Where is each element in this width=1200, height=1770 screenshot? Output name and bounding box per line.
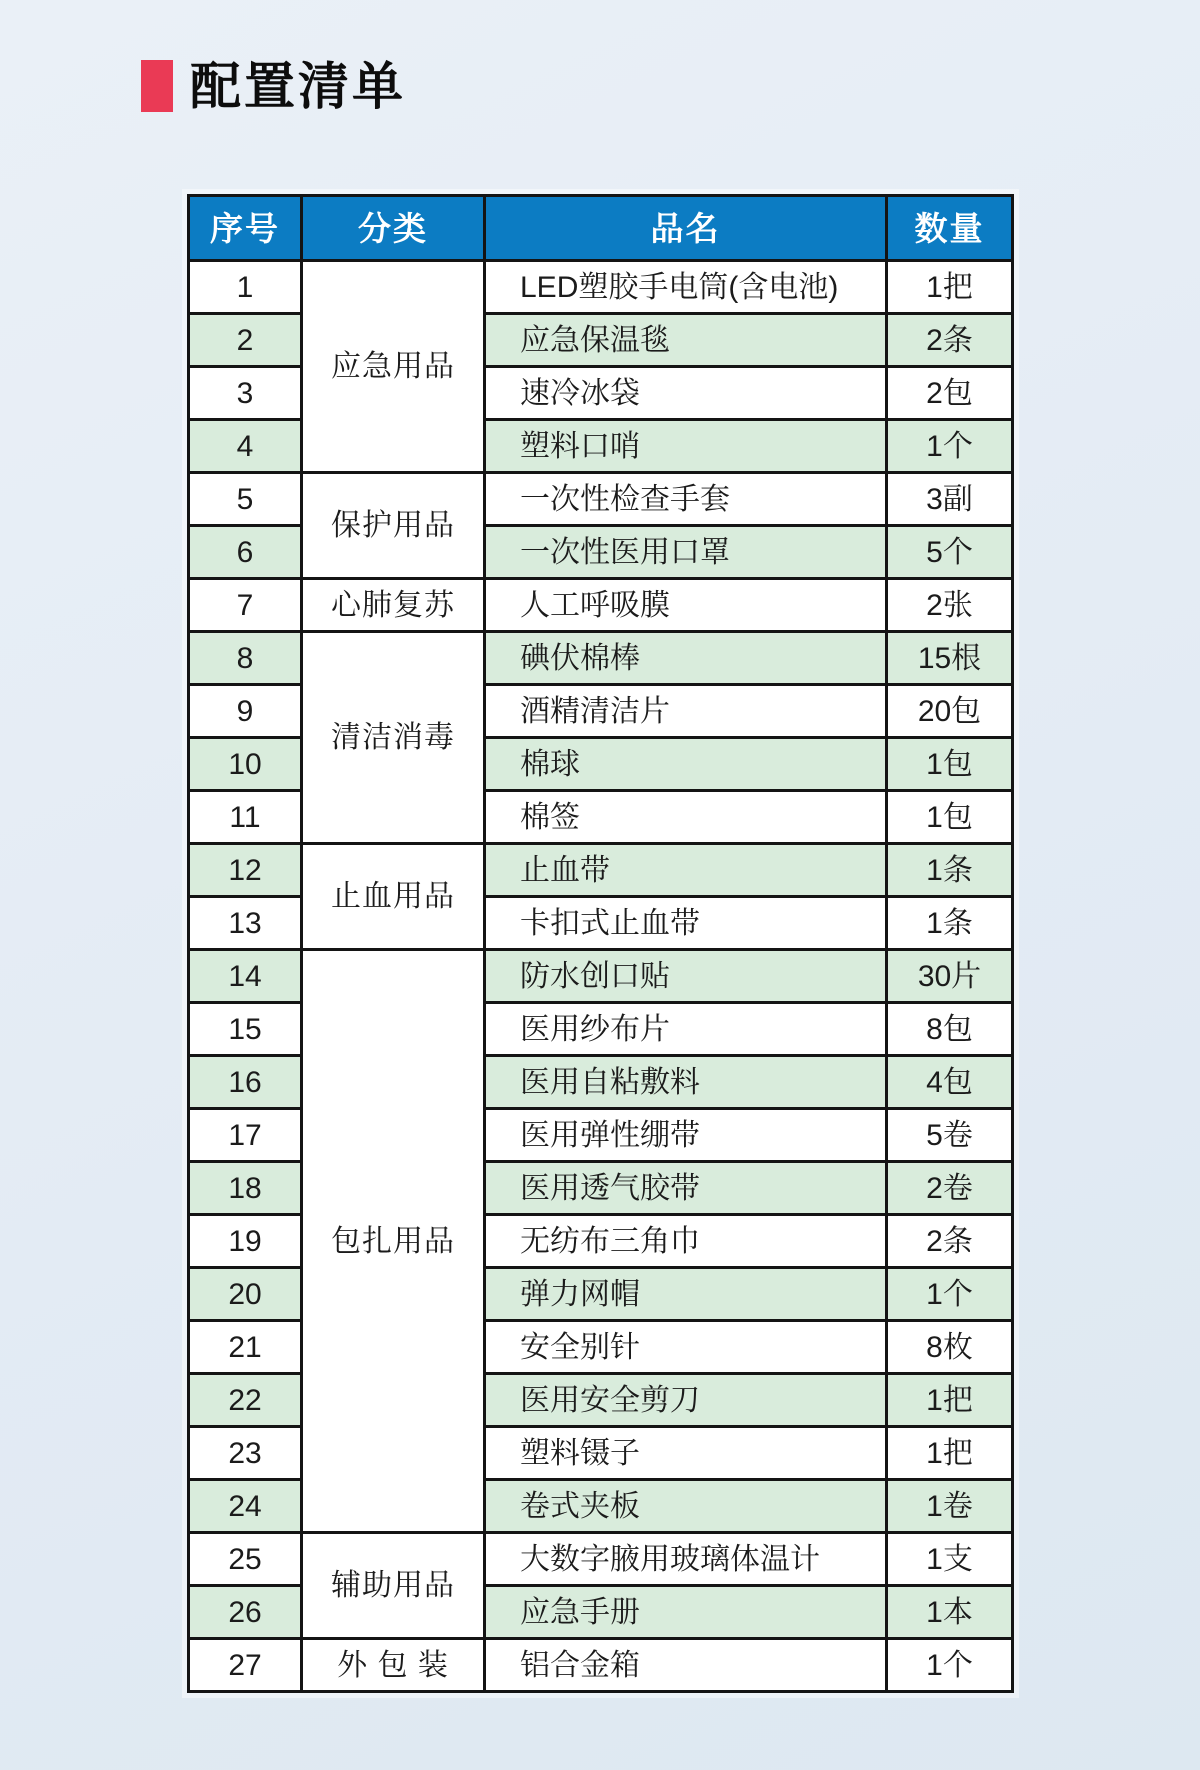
quantity-cell: 2张 bbox=[887, 579, 1013, 632]
row-number-cell: 19 bbox=[189, 1215, 302, 1268]
quantity-cell: 1个 bbox=[887, 420, 1013, 473]
row-number-cell: 20 bbox=[189, 1268, 302, 1321]
item-name-cell: 速冷冰袋 bbox=[485, 367, 887, 420]
page-title: 配置清单 bbox=[190, 57, 407, 115]
table-row bbox=[189, 950, 1013, 1003]
quantity-cell: 2包 bbox=[887, 367, 1013, 420]
quantity-cell: 15根 bbox=[887, 632, 1013, 685]
quantity-cell: 2卷 bbox=[887, 1162, 1013, 1215]
item-name-cell: LED塑胶手电筒(含电池) bbox=[485, 261, 887, 314]
item-name-cell: 无纺布三角巾 bbox=[485, 1215, 887, 1268]
quantity-cell: 1包 bbox=[887, 791, 1013, 844]
quantity-cell: 5个 bbox=[887, 526, 1013, 579]
row-number-cell: 5 bbox=[189, 473, 302, 526]
item-name-cell: 应急手册 bbox=[485, 1586, 887, 1639]
item-name-cell: 应急保温毯 bbox=[485, 314, 887, 367]
category-cell: 清洁消毒 bbox=[302, 632, 485, 844]
quantity-cell: 1条 bbox=[887, 897, 1013, 950]
quantity-cell: 8枚 bbox=[887, 1321, 1013, 1374]
item-name-cell: 卡扣式止血带 bbox=[485, 897, 887, 950]
category-cell: 应急用品 bbox=[302, 261, 485, 473]
row-number-cell: 6 bbox=[189, 526, 302, 579]
quantity-cell: 30片 bbox=[887, 950, 1013, 1003]
row-number-cell: 2 bbox=[189, 314, 302, 367]
quantity-cell: 1个 bbox=[887, 1268, 1013, 1321]
header-cell-category: 分类 bbox=[302, 196, 485, 261]
quantity-cell: 1包 bbox=[887, 738, 1013, 791]
inventory-table-body bbox=[189, 261, 1013, 1692]
table-row bbox=[189, 1533, 1013, 1586]
category-cell: 外 包 装 bbox=[302, 1639, 485, 1692]
row-number-cell: 26 bbox=[189, 1586, 302, 1639]
table-header-row bbox=[189, 196, 1013, 261]
row-number-cell: 21 bbox=[189, 1321, 302, 1374]
inventory-table bbox=[187, 194, 1014, 1693]
table-row bbox=[189, 473, 1013, 526]
item-name-cell: 铝合金箱 bbox=[485, 1639, 887, 1692]
row-number-cell: 14 bbox=[189, 950, 302, 1003]
item-name-cell: 医用安全剪刀 bbox=[485, 1374, 887, 1427]
row-number-cell: 10 bbox=[189, 738, 302, 791]
item-name-cell: 一次性医用口罩 bbox=[485, 526, 887, 579]
category-cell: 包扎用品 bbox=[302, 950, 485, 1533]
quantity-cell: 8包 bbox=[887, 1003, 1013, 1056]
quantity-cell: 1支 bbox=[887, 1533, 1013, 1586]
table-row bbox=[189, 844, 1013, 897]
row-number-cell: 9 bbox=[189, 685, 302, 738]
quantity-cell: 1本 bbox=[887, 1586, 1013, 1639]
row-number-cell: 23 bbox=[189, 1427, 302, 1480]
item-name-cell: 棉球 bbox=[485, 738, 887, 791]
item-name-cell: 大数字腋用玻璃体温计 bbox=[485, 1533, 887, 1586]
item-name-cell: 安全别针 bbox=[485, 1321, 887, 1374]
table-row bbox=[189, 632, 1013, 685]
quantity-cell: 4包 bbox=[887, 1056, 1013, 1109]
quantity-cell: 1条 bbox=[887, 844, 1013, 897]
row-number-cell: 27 bbox=[189, 1639, 302, 1692]
item-name-cell: 止血带 bbox=[485, 844, 887, 897]
row-number-cell: 15 bbox=[189, 1003, 302, 1056]
header-cell-name: 品名 bbox=[485, 196, 887, 261]
title-accent-bar-icon bbox=[141, 60, 173, 112]
item-name-cell: 卷式夹板 bbox=[485, 1480, 887, 1533]
row-number-cell: 22 bbox=[189, 1374, 302, 1427]
row-number-cell: 11 bbox=[189, 791, 302, 844]
item-name-cell: 弹力网帽 bbox=[485, 1268, 887, 1321]
row-number-cell: 18 bbox=[189, 1162, 302, 1215]
quantity-cell: 1把 bbox=[887, 1427, 1013, 1480]
item-name-cell: 医用弹性绷带 bbox=[485, 1109, 887, 1162]
quantity-cell: 1个 bbox=[887, 1639, 1013, 1692]
quantity-cell: 20包 bbox=[887, 685, 1013, 738]
table-row bbox=[189, 1639, 1013, 1692]
item-name-cell: 医用纱布片 bbox=[485, 1003, 887, 1056]
category-cell: 止血用品 bbox=[302, 844, 485, 950]
row-number-cell: 8 bbox=[189, 632, 302, 685]
item-name-cell: 碘伏棉棒 bbox=[485, 632, 887, 685]
row-number-cell: 25 bbox=[189, 1533, 302, 1586]
row-number-cell: 3 bbox=[189, 367, 302, 420]
item-name-cell: 塑料镊子 bbox=[485, 1427, 887, 1480]
row-number-cell: 17 bbox=[189, 1109, 302, 1162]
category-cell: 保护用品 bbox=[302, 473, 485, 579]
quantity-cell: 3副 bbox=[887, 473, 1013, 526]
header-cell-number: 序号 bbox=[189, 196, 302, 261]
row-number-cell: 7 bbox=[189, 579, 302, 632]
quantity-cell: 2条 bbox=[887, 314, 1013, 367]
row-number-cell: 12 bbox=[189, 844, 302, 897]
row-number-cell: 1 bbox=[189, 261, 302, 314]
category-cell: 心肺复苏 bbox=[302, 579, 485, 632]
table-row bbox=[189, 261, 1013, 314]
item-name-cell: 医用自粘敷料 bbox=[485, 1056, 887, 1109]
quantity-cell: 1把 bbox=[887, 261, 1013, 314]
item-name-cell: 防水创口贴 bbox=[485, 950, 887, 1003]
quantity-cell: 2条 bbox=[887, 1215, 1013, 1268]
category-cell: 辅助用品 bbox=[302, 1533, 485, 1639]
quantity-cell: 5卷 bbox=[887, 1109, 1013, 1162]
item-name-cell: 人工呼吸膜 bbox=[485, 579, 887, 632]
item-name-cell: 酒精清洁片 bbox=[485, 685, 887, 738]
item-name-cell: 棉签 bbox=[485, 791, 887, 844]
row-number-cell: 16 bbox=[189, 1056, 302, 1109]
row-number-cell: 13 bbox=[189, 897, 302, 950]
header-cell-quantity: 数量 bbox=[887, 196, 1013, 261]
item-name-cell: 医用透气胶带 bbox=[485, 1162, 887, 1215]
row-number-cell: 24 bbox=[189, 1480, 302, 1533]
row-number-cell: 4 bbox=[189, 420, 302, 473]
item-name-cell: 一次性检查手套 bbox=[485, 473, 887, 526]
table-row bbox=[189, 579, 1013, 632]
item-name-cell: 塑料口哨 bbox=[485, 420, 887, 473]
quantity-cell: 1把 bbox=[887, 1374, 1013, 1427]
page-header bbox=[141, 57, 407, 115]
quantity-cell: 1卷 bbox=[887, 1480, 1013, 1533]
